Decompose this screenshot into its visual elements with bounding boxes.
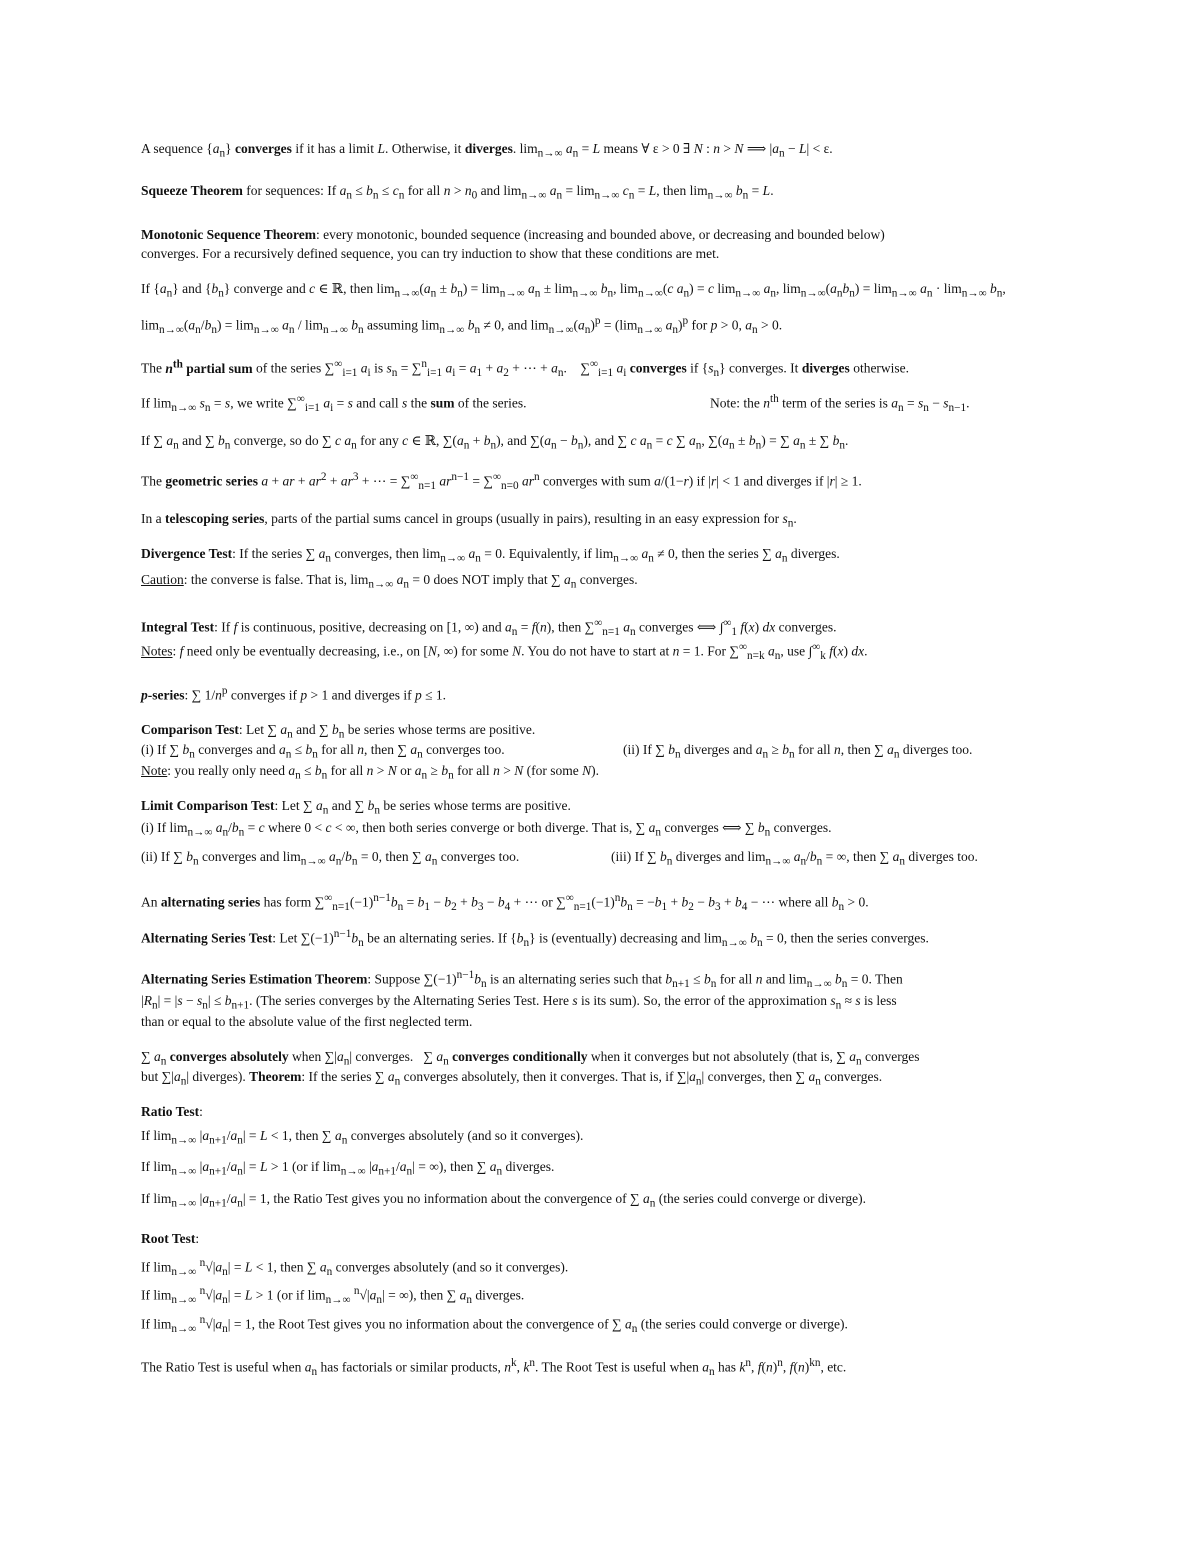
text-line: $\lim_{n\to\infty}(a_n/b_n) = \lim_{n\to\infty} a_n / \lim_{n\to\infty} b_n$ assuming $\lim_{n\to\infty} b_n \ne 0$, and $\lim_{n\to\infty}(a_n)^p = (\lim_{n\to\infty}$ $a_n)^p$ for p > 0, $a_n > 0$.	[141, 315, 783, 337]
text-line: In a telescoping series, parts of the partial sums cancel in groups (usually in pairs), resulting in an easy expression for $s_n$.	[141, 511, 797, 530]
text-line: Comparison Test: Let ∑ $a_n$ and ∑ $b_n$ be series whose terms are positive.	[141, 722, 536, 741]
text-line: (i) If ∑ $b_n$ converges and $a_n \le b_n$ for all n, then ∑ $a_n$ converges too.	[141, 742, 505, 761]
text-line: Alternating Series Estimation Theorem: Suppose $\sum(-1)^{n-1}b_n$ is an alternating series such that $b_{n+1} \le b_n$ for all n and $\lim_{n\to\infty} b_n = 0$. Then	[141, 969, 903, 991]
text-line: but $\sum|a_n|$ diverges). Theorem: If the series ∑ $a_n$ converges absolutely, then it converges. That is, if $\sum|a_n|$ converges, then ∑ $a_n$ converges.	[141, 1069, 883, 1088]
text-line: (i) If $\lim_{n\to\infty} a_n/b_n = c$ where 0 < c < ∞, then both series converge or both diverge. That is, ∑ $a_n$ converges ⟺ ∑ $b_n$ converges.	[141, 820, 832, 839]
text-line: Notes: f need only be eventually decreasing, i.e., on [N, ∞) for some N. You do not have to start at n = 1. For $\sum^\infty_{n=k}$ $a_n$, use $\int^\infty_k$ f(x) dx.	[141, 641, 868, 663]
text-line: If $\lim_{n\to\infty} |a_{n+1}/a_n| = L < 1$, then ∑ $a_n$ converges absolutely (and so it converges).	[141, 1128, 584, 1147]
text-line: $|R_n| = |s - s_n| \le b_{n+1}$. (The series converges by the Alternating Series Test. Here s is its sum). So, the error of the approximation $s_n \approx s$ is less	[141, 993, 897, 1012]
text-line: Note: the $n^{th}$ term of the series is $a_n = s_n - s_{n-1}$.	[710, 393, 970, 415]
text-line: p-series: ∑ $1/n^p$ converges if p > 1 and diverges if p ≤ 1.	[141, 685, 446, 703]
text-line: If $\lim_{n\to\infty} ^n√|a_n| = L < 1$, then ∑ $a_n$ converges absolutely (and so it converges).	[141, 1257, 569, 1279]
text-line: If $\lim_{n\to\infty} |a_{n+1}/a_n| = L > 1$ (or if $\lim_{n\to\infty} |a_{n+1}/a_n|$ = ∞), then ∑ $a_n$ diverges.	[141, 1159, 555, 1178]
text-line: Ratio Test:	[141, 1104, 203, 1119]
text-line: ∑ $a_n$ converges absolutely when $\sum|a_n|$ converges. ∑ $a_n$ converges conditionally when it converges but not absolutely (that is, ∑ $a_n$ converges	[141, 1049, 920, 1068]
text-line: Monotonic Sequence Theorem: every monotonic, bounded sequence (increasing and bounded above, or decreasing and bounded below)	[141, 227, 885, 242]
text-line: than or equal to the absolute value of the first neglected term.	[141, 1014, 473, 1029]
text-line: The Ratio Test is useful when $a_n$ has factorials or similar products, $n^k$, $k^n$. The Root Test is useful when $a_n$ has $k^n$, $f(n)^n$, $f(n)^{kn}$, etc.	[141, 1357, 847, 1379]
text-line: Root Test:	[141, 1231, 200, 1246]
text-line: If $\lim_{n\to\infty} s_n = s$, we write $\sum^\infty_{i=1}$ $a_i = s$ and call s the sum of the series.	[141, 393, 527, 415]
text-line: (iii) If ∑ $b_n$ diverges and $\lim_{n\to\infty} a_n/b_n$ = ∞, then ∑ $a_n$ diverges too.	[611, 849, 978, 868]
text-line: (ii) If ∑ $b_n$ converges and $\lim_{n\to\infty} a_n/b_n = 0$, then ∑ $a_n$ converges too.	[141, 849, 520, 868]
text-line: If $\{a_n\}$ and $\{b_n\}$ converge and c ∈ ℝ, then $\lim_{n\to\infty}(a_n \pm b_n) = \lim_{n\to\infty} a_n \pm \lim_{n\to\infty} b_n$, $\lim_{n\to\infty}(c$ $a_n) = c$ $\lim_{n\to\infty} a_n$, $\lim_{n\to\infty}(a_nb_n) = \lim_{n\to\infty} a_n \cdot \lim_{n\to\infty} b_n$,	[141, 281, 1006, 300]
text-line: Caution: the converse is false. That is, $\lim_{n\to\infty} a_n = 0$ does NOT imply that ∑ $a_n$ converges.	[141, 572, 638, 591]
text-line: Limit Comparison Test: Let ∑ $a_n$ and ∑ $b_n$ be series whose terms are positive.	[141, 798, 571, 817]
text-line: converges. For a recursively defined sequence, you can try induction to show that these conditions are met.	[141, 246, 720, 261]
text-line: Divergence Test: If the series ∑ $a_n$ converges, then $\lim_{n\to\infty} a_n = 0$. Equivalently, if $\lim_{n\to\infty} a_n \ne 0$, then the series ∑ $a_n$ diverges.	[141, 546, 840, 565]
text-line: If ∑ $a_n$ and ∑ $b_n$ converge, so do ∑ c $a_n$ for any c ∈ ℝ, $\sum(a_n + b_n)$, and $\sum(a_n - b_n)$, and ∑ c $a_n = c$ ∑ $a_n$, $\sum(a_n \pm b_n)$ = ∑ $a_n$ ± ∑ $b_n$.	[141, 433, 849, 452]
text-line: Squeeze Theorem for sequences: If $a_n \le b_n \le c_n$ for all $n > n_0$ and $\lim_{n\to\infty} a_n = \lim_{n\to\infty} c_n = L$, then $\lim_{n\to\infty} b_n = L$.	[141, 183, 774, 202]
text-line: The $n^{th}$ partial sum of the series $\sum^\infty_{i=1}$ $a_i$ is $s_n = \sum^n_{i=1}$ $a_i = a_1 + a_2$ + ⋯ + $a_n$. $\sum^\infty_{i=1}$ $a_i$ converges if $\{s_n\}$ converges. It diverges otherwise.	[141, 358, 910, 380]
text-line: Note: you really only need $a_n \le b_n$ for all n > N or $a_n \ge b_n$ for all n > N (for some N).	[141, 763, 599, 782]
text-line: The geometric series a + ar + $ar^2 + ar^3$ + ⋯ = $\sum^\infty_{n=1}$ $ar^{n-1} = \sum^\infty_{n=0}$ $ar^n$ converges with sum a/(1−r) if |r| < 1 and diverges if |r| ≥ 1.	[141, 471, 862, 493]
text-line: If $\lim_{n\to\infty} ^n√|a_n| = L > 1$ (or if $\lim_{n\to\infty} ^n√|a_n|$ = ∞), then ∑ $a_n$ diverges.	[141, 1285, 525, 1307]
text-line: Integral Test: If f is continuous, positive, decreasing on [1, ∞) and $a_n = f(n)$, then $\sum^\infty_{n=1}$ $a_n$ converges ⟺ $\int^\infty_1$ f(x) dx converges.	[141, 617, 837, 639]
text-line: An alternating series has form $\sum^\infty_{n=1}(-1)^{n-1}b_n = b_1 - b_2 + b_3 - b_4$ + ⋯ or $\sum^\infty_{n=1}(-1)^nb_n = -b_1 + b_2 - b_3 + b_4$ − ⋯ where all $b_n > 0$.	[141, 892, 869, 914]
text-line: (ii) If ∑ $b_n$ diverges and $a_n \ge b_n$ for all n, then ∑ $a_n$ diverges too.	[623, 742, 973, 761]
text-line: If $\lim_{n\to\infty} ^n√|a_n| = 1$, the Root Test gives you no information about the convergence of ∑ $a_n$ (the series could converge or diverge).	[141, 1314, 848, 1336]
text-line: A sequence $\{a_n\}$ converges if it has a limit L. Otherwise, it diverges. $\lim_{n\to\infty} a_n = L$ means ∀ ε > 0 ∃ N : n > N ⟹ $|a_n - L| < \varepsilon$.	[141, 141, 833, 160]
text-line: If $\lim_{n\to\infty} |a_{n+1}/a_n| = 1$, the Ratio Test gives you no information about the convergence of ∑ $a_n$ (the series could converge or diverge).	[141, 1191, 866, 1210]
text-line: Alternating Series Test: Let $\sum(-1)^{n-1}b_n$ be an alternating series. If $\{b_n\}$ is (eventually) decreasing and $\lim_{n\to\infty} b_n = 0$, then the series converges.	[141, 928, 929, 950]
